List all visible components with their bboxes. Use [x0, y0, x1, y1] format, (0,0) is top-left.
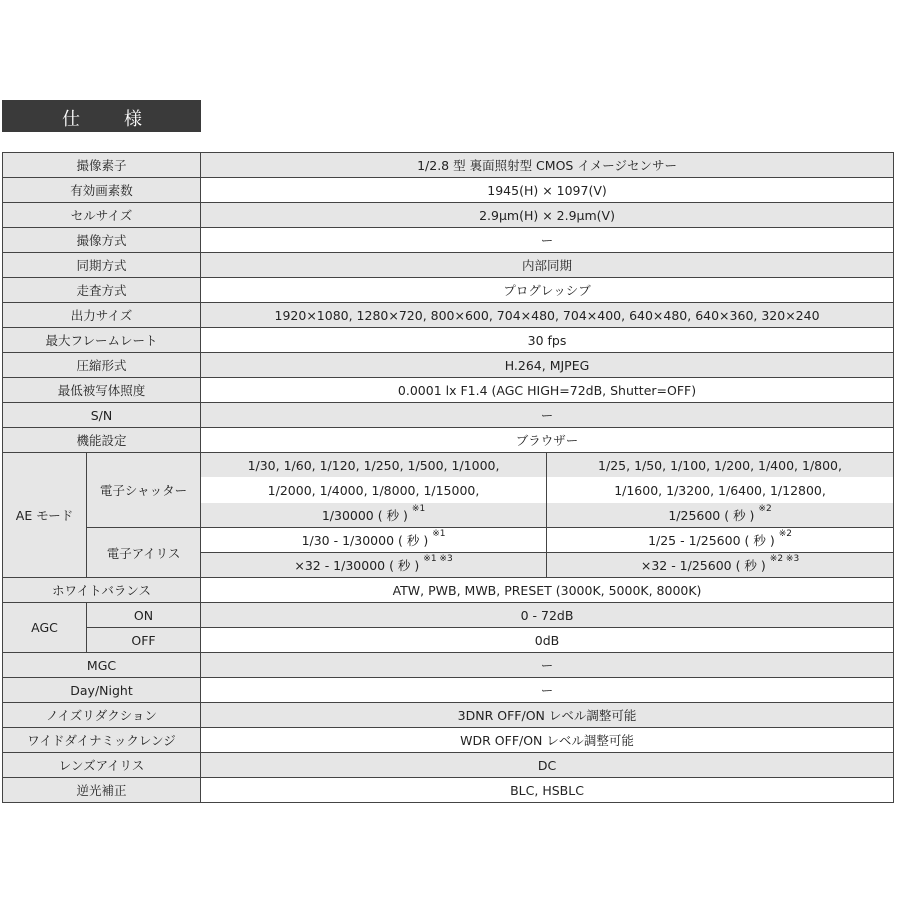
- agc-label: AGC: [3, 603, 87, 653]
- spec-value: ー: [201, 653, 894, 678]
- spec-row: [3, 728, 894, 753]
- section-heading-char-2: 様: [124, 109, 144, 130]
- spec-label: 逆光補正: [3, 778, 201, 803]
- spec-label: Day/Night: [3, 678, 201, 703]
- agc-row: [3, 603, 894, 628]
- spec-label: 最低被写体照度: [3, 378, 201, 403]
- shutter-label: 電子シャッター: [87, 453, 201, 528]
- spec-value: ー: [201, 228, 894, 253]
- spec-label: レンズアイリス: [3, 753, 201, 778]
- spec-row: [3, 653, 894, 678]
- ae-row: [3, 528, 894, 553]
- section-heading-char-1: 仕: [62, 109, 82, 130]
- spec-label: 撮像素子: [3, 153, 201, 178]
- spec-value: ATW, PWB, MWB, PRESET (3000K, 5000K, 8000K): [201, 578, 894, 603]
- spec-value: 1/2.8 型 裏面照射型 CMOS イメージセンサー: [201, 153, 894, 178]
- spec-value: ー: [201, 403, 894, 428]
- iris-right-2: [547, 553, 894, 578]
- iris-right-1: [547, 528, 894, 553]
- spec-label: MGC: [3, 653, 201, 678]
- iris-left-2: [201, 553, 547, 578]
- spec-label: 機能設定: [3, 428, 201, 453]
- iris-right-2-text: ×32 - 1/25600 ( 秒 ): [640, 558, 766, 573]
- spec-value: DC: [201, 753, 894, 778]
- shutter-left-note: ※1: [411, 504, 426, 514]
- spec-label: 圧縮形式: [3, 353, 201, 378]
- spec-value: ブラウザー: [201, 428, 894, 453]
- agc-off-label: OFF: [87, 628, 201, 653]
- spec-row: [3, 278, 894, 303]
- spec-value: 1945(H) × 1097(V): [201, 178, 894, 203]
- shutter-left-text: 1/30000 ( 秒 ): [321, 508, 408, 523]
- spec-value: 3DNR OFF/ON レベル調整可能: [201, 703, 894, 728]
- agc-on-value: 0 - 72dB: [201, 603, 894, 628]
- spec-label: S/N: [3, 403, 201, 428]
- spec-row: [3, 178, 894, 203]
- iris-left-1: [201, 528, 547, 553]
- spec-label: 最大フレームレート: [3, 328, 201, 353]
- spec-value: 1920×1080, 1280×720, 800×600, 704×480, 704×400, 640×480, 640×360, 320×240: [201, 303, 894, 328]
- spec-row: [3, 428, 894, 453]
- shutter-right-text: 1/25600 ( 秒 ): [668, 508, 755, 523]
- spec-table: [2, 152, 894, 803]
- spec-row: [3, 378, 894, 403]
- spec-label: ワイドダイナミックレンジ: [3, 728, 201, 753]
- spec-row: [3, 678, 894, 703]
- spec-label: ノイズリダクション: [3, 703, 201, 728]
- spec-value: H.264, MJPEG: [201, 353, 894, 378]
- spec-value: 0.0001 lx F1.4 (AGC HIGH=72dB, Shutter=OFF): [201, 378, 894, 403]
- shutter-left-line-1: 1/30, 1/60, 1/120, 1/250, 1/500, 1/1000,: [201, 453, 547, 478]
- spec-row: [3, 203, 894, 228]
- spec-row: [3, 228, 894, 253]
- spec-row: [3, 303, 894, 328]
- spec-value: WDR OFF/ON レベル調整可能: [201, 728, 894, 753]
- iris-label: 電子アイリス: [87, 528, 201, 578]
- spec-value: プログレッシブ: [201, 278, 894, 303]
- shutter-left-line-2: 1/2000, 1/4000, 1/8000, 1/15000,: [201, 478, 547, 503]
- spec-label: 撮像方式: [3, 228, 201, 253]
- iris-right-1-text: 1/25 - 1/25600 ( 秒 ): [648, 533, 775, 548]
- iris-left-1-text: 1/30 - 1/30000 ( 秒 ): [301, 533, 429, 548]
- spec-label: 同期方式: [3, 253, 201, 278]
- spec-value: 内部同期: [201, 253, 894, 278]
- ae-row: [3, 453, 894, 478]
- spec-row: [3, 253, 894, 278]
- shutter-right-line-3: [547, 503, 894, 528]
- iris-right-2-note: ※2 ※3: [769, 554, 800, 564]
- spec-row: [3, 578, 894, 603]
- agc-row: [3, 628, 894, 653]
- shutter-right-line-1: 1/25, 1/50, 1/100, 1/200, 1/400, 1/800,: [547, 453, 894, 478]
- spec-label: ホワイトバランス: [3, 578, 201, 603]
- spec-value: BLC, HSBLC: [201, 778, 894, 803]
- spec-row: [3, 353, 894, 378]
- iris-left-2-note: ※1 ※3: [423, 554, 453, 564]
- agc-off-value: 0dB: [201, 628, 894, 653]
- spec-value: ー: [201, 678, 894, 703]
- spec-value: 30 fps: [201, 328, 894, 353]
- spec-label: 出力サイズ: [3, 303, 201, 328]
- agc-on-label: ON: [87, 603, 201, 628]
- ae-mode-label: AE モード: [3, 453, 87, 578]
- spec-row: [3, 328, 894, 353]
- spec-label: 有効画素数: [3, 178, 201, 203]
- shutter-right-note: ※2: [758, 504, 772, 514]
- spec-row: [3, 778, 894, 803]
- iris-left-1-note: ※1: [432, 529, 446, 539]
- shutter-left-line-3: [201, 503, 547, 528]
- spec-value: 2.9μm(H) × 2.9μm(V): [201, 203, 894, 228]
- spec-row: [3, 703, 894, 728]
- spec-label: セルサイズ: [3, 203, 201, 228]
- iris-right-1-note: ※2: [778, 529, 792, 539]
- spec-label: 走査方式: [3, 278, 201, 303]
- section-heading: [2, 100, 201, 132]
- spec-row: [3, 153, 894, 178]
- iris-left-2-text: ×32 - 1/30000 ( 秒 ): [294, 558, 420, 573]
- spec-row: [3, 403, 894, 428]
- spec-row: [3, 753, 894, 778]
- shutter-right-line-2: 1/1600, 1/3200, 1/6400, 1/12800,: [547, 478, 894, 503]
